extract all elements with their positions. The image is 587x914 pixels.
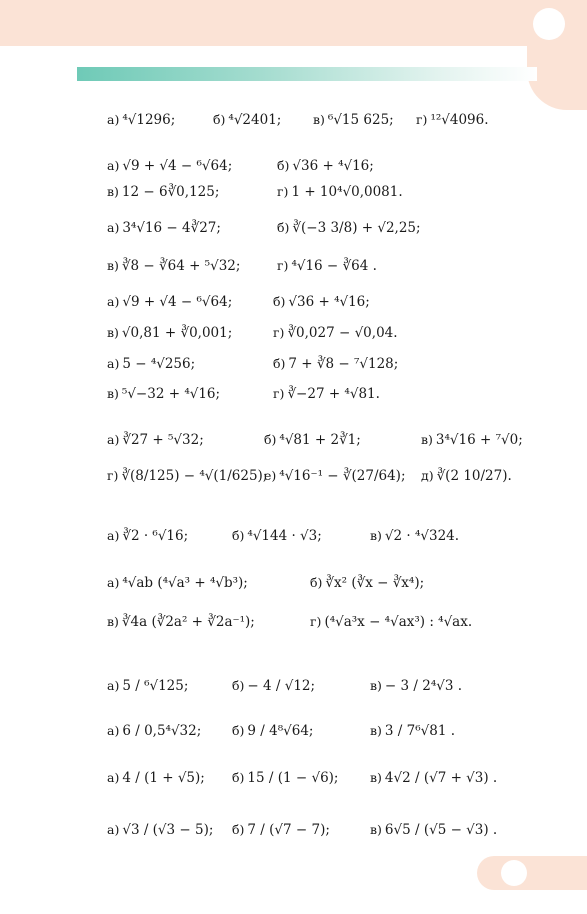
exercise-item [370, 770, 497, 786]
item-label: е) [264, 468, 277, 483]
math-expression: 15 / (1 − √6); [247, 770, 339, 786]
item-label: а) [107, 822, 120, 837]
exercise-item [107, 614, 255, 630]
corner-circle-icon [533, 8, 565, 40]
exercise-item [107, 432, 204, 448]
item-label: а) [107, 528, 120, 543]
exercise-item [273, 294, 370, 310]
item-label: а) [107, 112, 120, 127]
exercise-item [107, 184, 219, 200]
math-expression: ∛4a (∛2a² + ∛2a⁻¹); [121, 614, 255, 630]
item-label: г) [416, 112, 428, 127]
math-expression: ∛(2 10/27). [436, 468, 512, 484]
item-label: б) [264, 432, 277, 447]
item-label: г) [310, 614, 322, 629]
math-expression: ⁴√16 − ∛64 . [291, 258, 377, 274]
exercise-item [232, 822, 330, 838]
exercise-item [232, 723, 313, 739]
math-expression: √0,81 + ∛0,001; [121, 325, 233, 341]
math-expression: √3 / (√3 − 5); [122, 822, 214, 838]
math-expression: 3⁴√16 + ⁷√0; [435, 432, 523, 448]
exercise-item [107, 158, 232, 174]
exercise-item [310, 614, 472, 630]
exercise-item [370, 822, 497, 838]
item-label: г) [273, 325, 285, 340]
exercise-item [107, 770, 205, 786]
item-label: а) [107, 575, 120, 590]
exercise-item [370, 678, 462, 694]
math-expression: ⁴√16⁻¹ − ∛(27/64); [279, 468, 406, 484]
exercise-item [416, 112, 489, 128]
exercise-item [107, 723, 201, 739]
item-label: в) [370, 528, 382, 543]
item-label: б) [310, 575, 323, 590]
item-label: б) [232, 528, 245, 543]
exercise-item [421, 432, 523, 448]
item-label: а) [107, 158, 120, 173]
item-label: в) [107, 184, 119, 199]
exercise-item [273, 386, 380, 402]
item-label: г) [277, 184, 289, 199]
math-expression: − 4 / √12; [247, 678, 316, 694]
page-footer-tab [477, 856, 587, 890]
item-label: в) [107, 386, 119, 401]
math-expression: ⁴√ab (⁴√a³ + ⁴√b³); [122, 575, 248, 591]
math-expression: 4√2 / (√7 + √3) . [384, 770, 498, 786]
exercise-item [107, 258, 240, 274]
exercise-item [107, 294, 232, 310]
exercise-item [213, 112, 281, 128]
item-label: в) [107, 325, 119, 340]
exercise-item [107, 468, 267, 484]
exercise-item [370, 723, 455, 739]
exercise-item [273, 325, 398, 341]
math-expression: ⁴√81 + 2∛1; [279, 432, 361, 448]
math-expression: √9 + √4 − ⁶√64; [122, 294, 233, 310]
math-expression: √9 + √4 − ⁶√64; [122, 158, 233, 174]
math-expression: − 3 / 2⁴√3 . [384, 678, 463, 694]
math-expression: ⁴√144 · √3; [247, 528, 322, 544]
exercise-item [277, 158, 374, 174]
math-expression: 6√5 / (√5 − √3) . [384, 822, 498, 838]
exercise-item [232, 770, 338, 786]
exercise-item [107, 356, 195, 372]
exercise-item [107, 386, 220, 402]
exercise-item [313, 112, 394, 128]
item-label: в) [370, 678, 382, 693]
math-expression: ⁶√15 625; [327, 112, 394, 128]
item-label: г) [273, 386, 285, 401]
math-expression: ∛2 · ⁶√16; [122, 528, 189, 544]
math-expression: 9 / 4⁸√64; [247, 723, 314, 739]
math-expression: ∛(−3 3/8) + √2,25; [292, 220, 421, 236]
item-label: а) [107, 432, 120, 447]
item-label: б) [232, 723, 245, 738]
math-expression: ∛0,027 − √0,04. [287, 325, 398, 341]
item-label: б) [277, 158, 290, 173]
top-decor-band [0, 0, 587, 46]
math-expression: 6 / 0,5⁴√32; [122, 723, 202, 739]
item-label: в) [370, 822, 382, 837]
math-expression: ∛(8/125) − ⁴√(1/625); [121, 468, 268, 484]
exercise-item [107, 822, 213, 838]
math-expression: ⁵√−32 + ⁴√16; [121, 386, 221, 402]
math-expression: ⁴√2401; [228, 112, 282, 128]
exercise-item [107, 325, 232, 341]
item-label: а) [107, 220, 120, 235]
math-expression: 12 − 6∛0,125; [121, 184, 220, 200]
math-expression: 4 / (1 + √5); [122, 770, 205, 786]
exercise-item [421, 468, 512, 484]
exercise-item [310, 575, 424, 591]
exercise-item [107, 678, 188, 694]
item-label: в) [107, 258, 119, 273]
exercise-item [232, 678, 315, 694]
exercise-item [273, 356, 398, 372]
math-expression: ⁴√1296; [122, 112, 176, 128]
math-expression: 3⁴√16 − 4∛27; [122, 220, 221, 236]
math-expression: ¹²√4096. [430, 112, 489, 128]
item-label: г) [107, 468, 119, 483]
item-label: д) [421, 468, 434, 483]
exercise-item [107, 575, 248, 591]
section-gradient-bar [77, 67, 537, 81]
footer-circle-icon [501, 860, 527, 886]
item-label: а) [107, 770, 120, 785]
math-expression: 7 / (√7 − 7); [247, 822, 330, 838]
math-expression: 3 / 7⁶√81 . [384, 723, 456, 739]
math-expression: (⁴√a³x − ⁴√ax³) : ⁴√ax. [324, 614, 473, 630]
exercise-item [232, 528, 322, 544]
exercise-item [277, 258, 377, 274]
item-label: в) [370, 723, 382, 738]
item-label: а) [107, 294, 120, 309]
exercise-item [107, 112, 175, 128]
item-label: а) [107, 723, 120, 738]
math-expression: 1 + 10⁴√0,0081. [291, 184, 403, 200]
item-label: в) [313, 112, 325, 127]
math-expression: ∛8 − ∛64 + ⁵√32; [121, 258, 241, 274]
math-expression: 5 − ⁴√256; [122, 356, 196, 372]
item-label: в) [421, 432, 433, 447]
item-label: б) [232, 770, 245, 785]
item-label: б) [277, 220, 290, 235]
exercise-item [264, 468, 406, 484]
exercise-item [107, 528, 188, 544]
math-expression: ∛x² (∛x − ∛x⁴); [325, 575, 425, 591]
math-expression: √36 + ⁴√16; [292, 158, 374, 174]
math-expression: √2 · ⁴√324. [384, 528, 460, 544]
exercise-item [277, 184, 403, 200]
item-label: б) [213, 112, 226, 127]
item-label: в) [107, 614, 119, 629]
math-expression: √36 + ⁴√16; [288, 294, 370, 310]
exercise-item [264, 432, 361, 448]
math-expression: ∛−27 + ⁴√81. [287, 386, 380, 402]
item-label: а) [107, 356, 120, 371]
math-expression: ∛27 + ⁵√32; [122, 432, 204, 448]
item-label: б) [273, 294, 286, 309]
exercise-item [107, 220, 221, 236]
math-expression: 5 / ⁶√125; [122, 678, 189, 694]
exercise-item [277, 220, 421, 236]
item-label: б) [232, 678, 245, 693]
item-label: б) [273, 356, 286, 371]
math-expression: 7 + ∛8 − ⁷√128; [288, 356, 399, 372]
item-label: г) [277, 258, 289, 273]
item-label: в) [370, 770, 382, 785]
item-label: а) [107, 678, 120, 693]
item-label: б) [232, 822, 245, 837]
exercise-item [370, 528, 459, 544]
